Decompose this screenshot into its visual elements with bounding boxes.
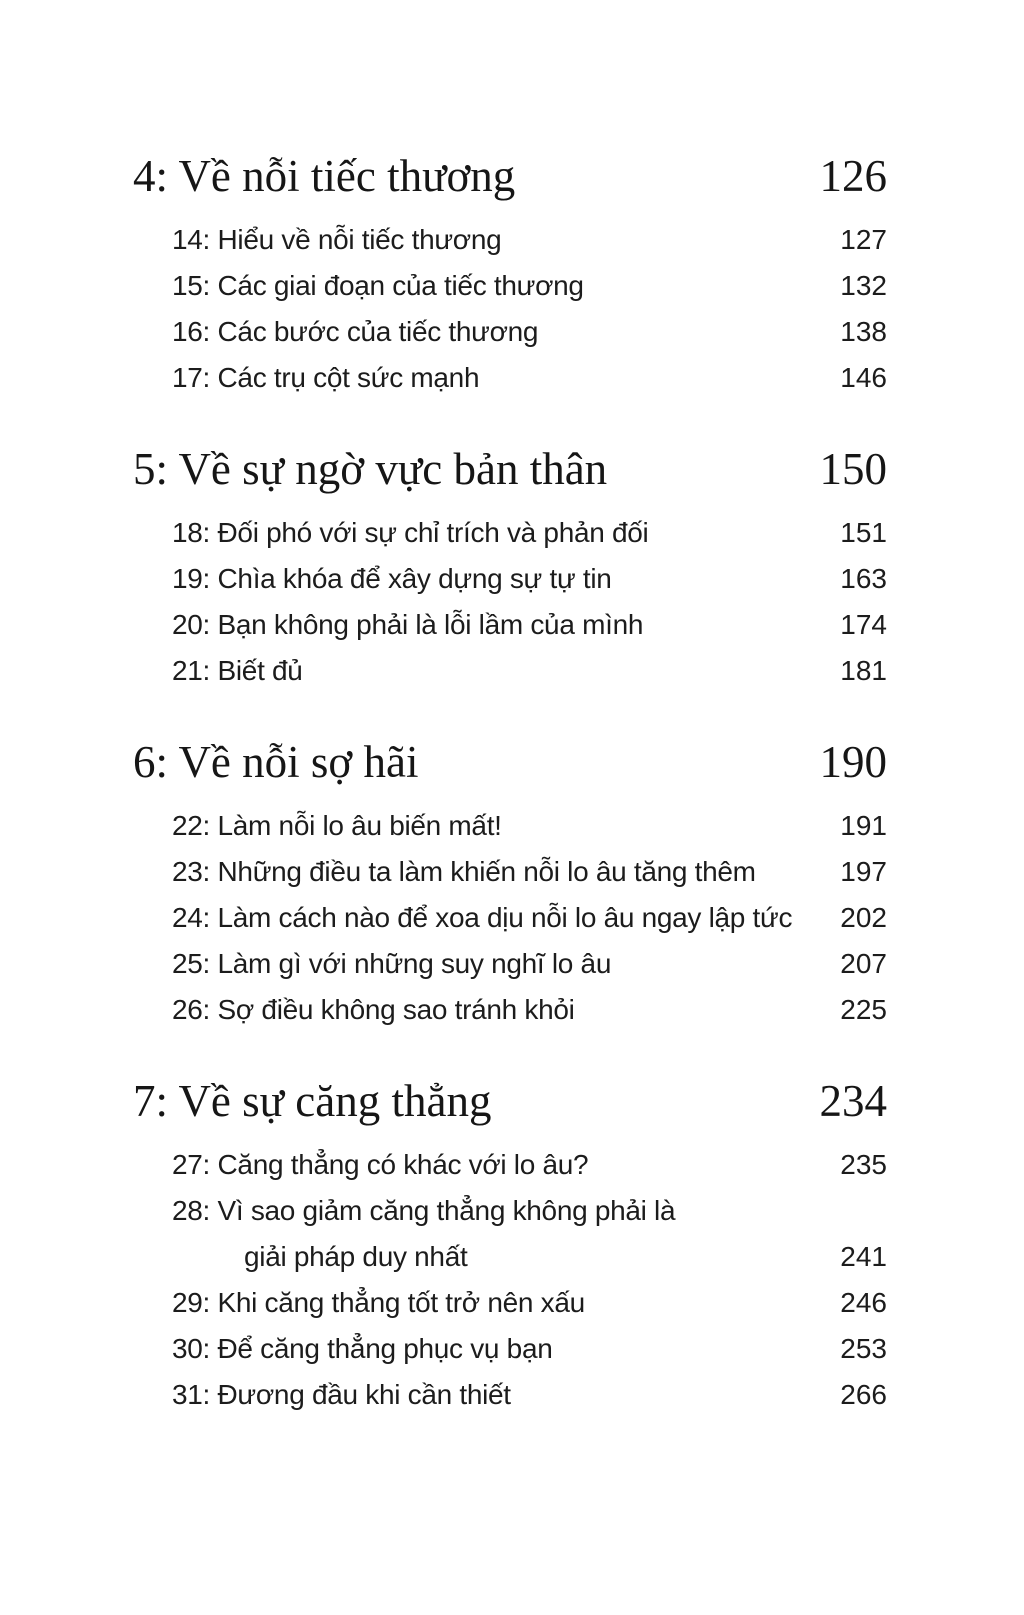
entry-title-line: 22: Làm nỗi lo âu biến mất!: [172, 810, 502, 841]
entry-title: [172, 1142, 588, 1188]
entry-page-number: 138: [840, 316, 887, 347]
toc-entry: [133, 1280, 887, 1326]
chapter-page-number: 234: [819, 1076, 887, 1126]
chapter-page-number: 190: [819, 737, 887, 787]
chapter-heading: [133, 734, 887, 790]
entry-title: [172, 309, 538, 355]
entry-page-number: 181: [840, 655, 887, 686]
table-of-contents: [133, 148, 887, 1418]
toc-entry: [133, 1142, 887, 1188]
entry-title: [172, 510, 648, 556]
chapter-entries: [133, 217, 887, 401]
entry-title-line: 28: Vì sao giảm căng thẳng không phải là: [172, 1195, 676, 1226]
toc-entry: [133, 355, 887, 401]
entry-title-line: 20: Bạn không phải là lỗi lầm của mình: [172, 609, 644, 640]
toc-entry: [133, 648, 887, 694]
entry-title-line: 25: Làm gì với những suy nghĩ lo âu: [172, 948, 612, 979]
toc-section: [133, 148, 887, 401]
toc-section: [133, 441, 887, 694]
entry-title: [172, 941, 611, 987]
entry-title: [172, 648, 303, 694]
entry-title: [172, 895, 792, 941]
entry-page-number: 191: [840, 810, 887, 841]
toc-entry: [133, 849, 887, 895]
entry-page-number: 225: [840, 994, 887, 1025]
entry-title: [172, 803, 502, 849]
entry-title: [172, 1326, 552, 1372]
chapter-entries: [133, 803, 887, 1033]
chapter-heading: [133, 1073, 887, 1129]
toc-entry: [133, 263, 887, 309]
entry-page-number: 246: [840, 1287, 887, 1318]
entry-page-number: 151: [840, 517, 887, 548]
entry-title-line: 19: Chìa khóa để xây dựng sự tự tin: [172, 563, 612, 594]
entry-page-number: 174: [840, 609, 887, 640]
entry-title-line: 16: Các bước của tiếc thương: [172, 316, 539, 347]
toc-entry: [133, 1372, 887, 1418]
entry-title-line: 23: Những điều ta làm khiến nỗi lo âu tăng thêm: [172, 856, 756, 887]
entry-page-number: 235: [840, 1149, 887, 1180]
entry-title-line: 14: Hiểu về nỗi tiếc thương: [172, 224, 502, 255]
entry-page-number: 207: [840, 948, 887, 979]
toc-entry: [133, 895, 887, 941]
toc-entry: [133, 309, 887, 355]
entry-page-number: 163: [840, 563, 887, 594]
toc-entry: [133, 803, 887, 849]
entry-page-number: 253: [840, 1333, 887, 1364]
entry-title: [172, 556, 612, 602]
toc-section: [133, 1073, 887, 1418]
toc-entry: [133, 941, 887, 987]
chapter-entries: [133, 510, 887, 694]
entry-page-number: 146: [840, 362, 887, 393]
entry-title-line: 15: Các giai đoạn của tiếc thương: [172, 270, 584, 301]
entry-title: [172, 1280, 585, 1326]
entry-title: [172, 1188, 675, 1280]
toc-entry: [133, 1326, 887, 1372]
entry-title-line: 24: Làm cách nào để xoa dịu nỗi lo âu ngay lập tức: [172, 902, 793, 933]
entry-title: [172, 1372, 511, 1418]
entry-page-number: 202: [840, 902, 887, 933]
entry-title: [172, 355, 479, 401]
chapter-title: 5: Về sự ngờ vực bản thân: [133, 444, 608, 494]
entry-title: [172, 849, 756, 895]
entry-page-number: 197: [840, 856, 887, 887]
entry-title: [172, 263, 584, 309]
chapter-title: 7: Về sự căng thẳng: [133, 1076, 492, 1126]
chapter-entries: [133, 1142, 887, 1418]
entry-title-line: 18: Đối phó với sự chỉ trích và phản đối: [172, 517, 649, 548]
toc-entry: [133, 1188, 887, 1280]
entry-title-continuation-line: giải pháp duy nhất: [244, 1241, 468, 1272]
entry-title-line: 26: Sợ điều không sao tránh khỏi: [172, 994, 575, 1025]
entry-title: [172, 217, 501, 263]
entry-title-line: 29: Khi căng thẳng tốt trở nên xấu: [172, 1287, 585, 1318]
entry-page-number: 127: [840, 224, 887, 255]
toc-section: [133, 734, 887, 1033]
entry-title: [172, 987, 575, 1033]
chapter-heading: [133, 441, 887, 497]
chapter-page-number: 126: [819, 151, 887, 201]
entry-page-number: 241: [840, 1241, 887, 1272]
toc-entry: [133, 987, 887, 1033]
toc-entry: [133, 217, 887, 263]
entry-title-line: 31: Đương đầu khi cần thiết: [172, 1379, 511, 1410]
toc-entry: [133, 556, 887, 602]
toc-entry: [133, 602, 887, 648]
entry-title: [172, 602, 643, 648]
entry-page-number: 266: [840, 1379, 887, 1410]
chapter-title: 4: Về nỗi tiếc thương: [133, 151, 516, 201]
entry-page-number: 132: [840, 270, 887, 301]
entry-title-line: 27: Căng thẳng có khác với lo âu?: [172, 1149, 589, 1180]
chapter-title: 6: Về nỗi sợ hãi: [133, 737, 419, 787]
chapter-heading: [133, 148, 887, 204]
entry-title-line: 17: Các trụ cột sức mạnh: [172, 362, 480, 393]
entry-title-line: 30: Để căng thẳng phục vụ bạn: [172, 1333, 553, 1364]
entry-title-line: 21: Biết đủ: [172, 655, 303, 686]
chapter-page-number: 150: [819, 444, 887, 494]
toc-entry: [133, 510, 887, 556]
